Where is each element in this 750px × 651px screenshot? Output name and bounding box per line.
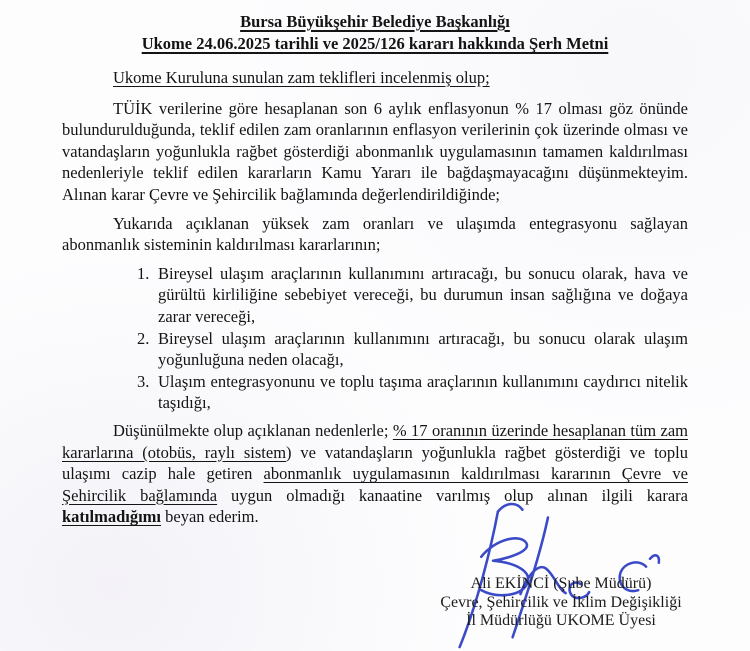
paragraph-decisions-lead: Yukarıda açıklanan yüksek zam oranları ve ulaşımda entegrasyonu sağlayan abonmanlık sisteminin kaldırılması kararlarının;	[62, 213, 688, 255]
list-item	[137, 328, 688, 371]
list-item-text: Ulaşım entegrasyonunu ve toplu taşıma araçlarının kullanımını caydırıcı nitelik taşıdığı,	[158, 371, 688, 413]
list-item-text: Bireysel ulaşım araçlarının kullanımını artıracağı, bu sonucu olarak, hava ve gürültü kirliliğine sebebiyet vereceği, bu durumun insan sağlığına ve doğaya zarar vereceği,	[158, 263, 688, 326]
list-item	[137, 371, 688, 414]
closing-seg-plain: ) ve vatandaşların yoğunlukla rağbet gösterdiği ve toplu ulaşımı cazip hale getiren	[62, 442, 689, 484]
document-title-line1: Bursa Büyükşehir Belediye Başkanlığı	[240, 12, 510, 31]
list-item-text: Bireysel ulaşım araçlarının kullanımını artıracağı, bu sonucu olarak ulaşım yoğunluğuna neden olacağı,	[158, 328, 688, 370]
list-item	[137, 263, 688, 328]
numbered-list	[137, 263, 688, 414]
document-title-line2: Ukome 24.06.2025 tarihli ve 2025/126 kararı hakkında Şerh Metni	[141, 34, 609, 53]
paragraph-closing	[62, 420, 688, 528]
closing-seg-disagree: katılmadığımı	[62, 507, 162, 527]
list-item-number: 1.	[137, 263, 150, 283]
closing-seg-plain: beyan ederim.	[161, 507, 259, 527]
closing-seg-underlined-subscription: abonmanlık uygulamasının kaldırılması kararının Çevre ve Şehircilik bağlamında	[62, 464, 688, 505]
list-item-number: 3.	[137, 371, 150, 391]
closing-seg-plain: uygun olmadığı kanaatine varılmış olup alınan ilgili karara	[217, 485, 688, 505]
signatory-department: Çevre, Şehircilik ve İklim Değişikliği	[440, 593, 682, 611]
closing-seg-plain: Düşünülmekte olup açıklanan nedenlerle;	[113, 420, 393, 440]
signatory-role: İl Müdürlüğü UKOME Üyesi	[466, 612, 656, 630]
list-item-number: 2.	[137, 328, 150, 348]
intro-line	[62, 67, 688, 89]
signature-block	[416, 575, 706, 631]
document-header	[62, 11, 688, 55]
closing-seg-underlined-raise: % 17 oranının üzerinde hesaplanan tüm zam kararlarına (otobüs, raylı sistem	[62, 420, 689, 462]
signatory-name: Ali EKİNCİ (Şube Müdürü)	[470, 575, 652, 592]
paragraph-inflation: TÜİK verilerine göre hesaplanan son 6 aylık enflasyonun % 17 olması göz önünde bulundurulduğunda, teklif edilen zam oranlarının enflasyon verilerinin çok üzerinde olması ve vatandaşların yoğunlukla rağbet gösterdiği abonmanlık uygulamasının tamamen kaldırılması nedenleriyle teklif edilen kararların Kamu Yararı ile bağdaşmayacağını düşünmekteyim. Alınan karar Çevre ve Şehircilik bağlamında değerlendirildiğinde;	[62, 98, 688, 204]
intro-text: Ukome Kuruluna sunulan zam teklifleri incelenmiş olup;	[113, 68, 490, 87]
